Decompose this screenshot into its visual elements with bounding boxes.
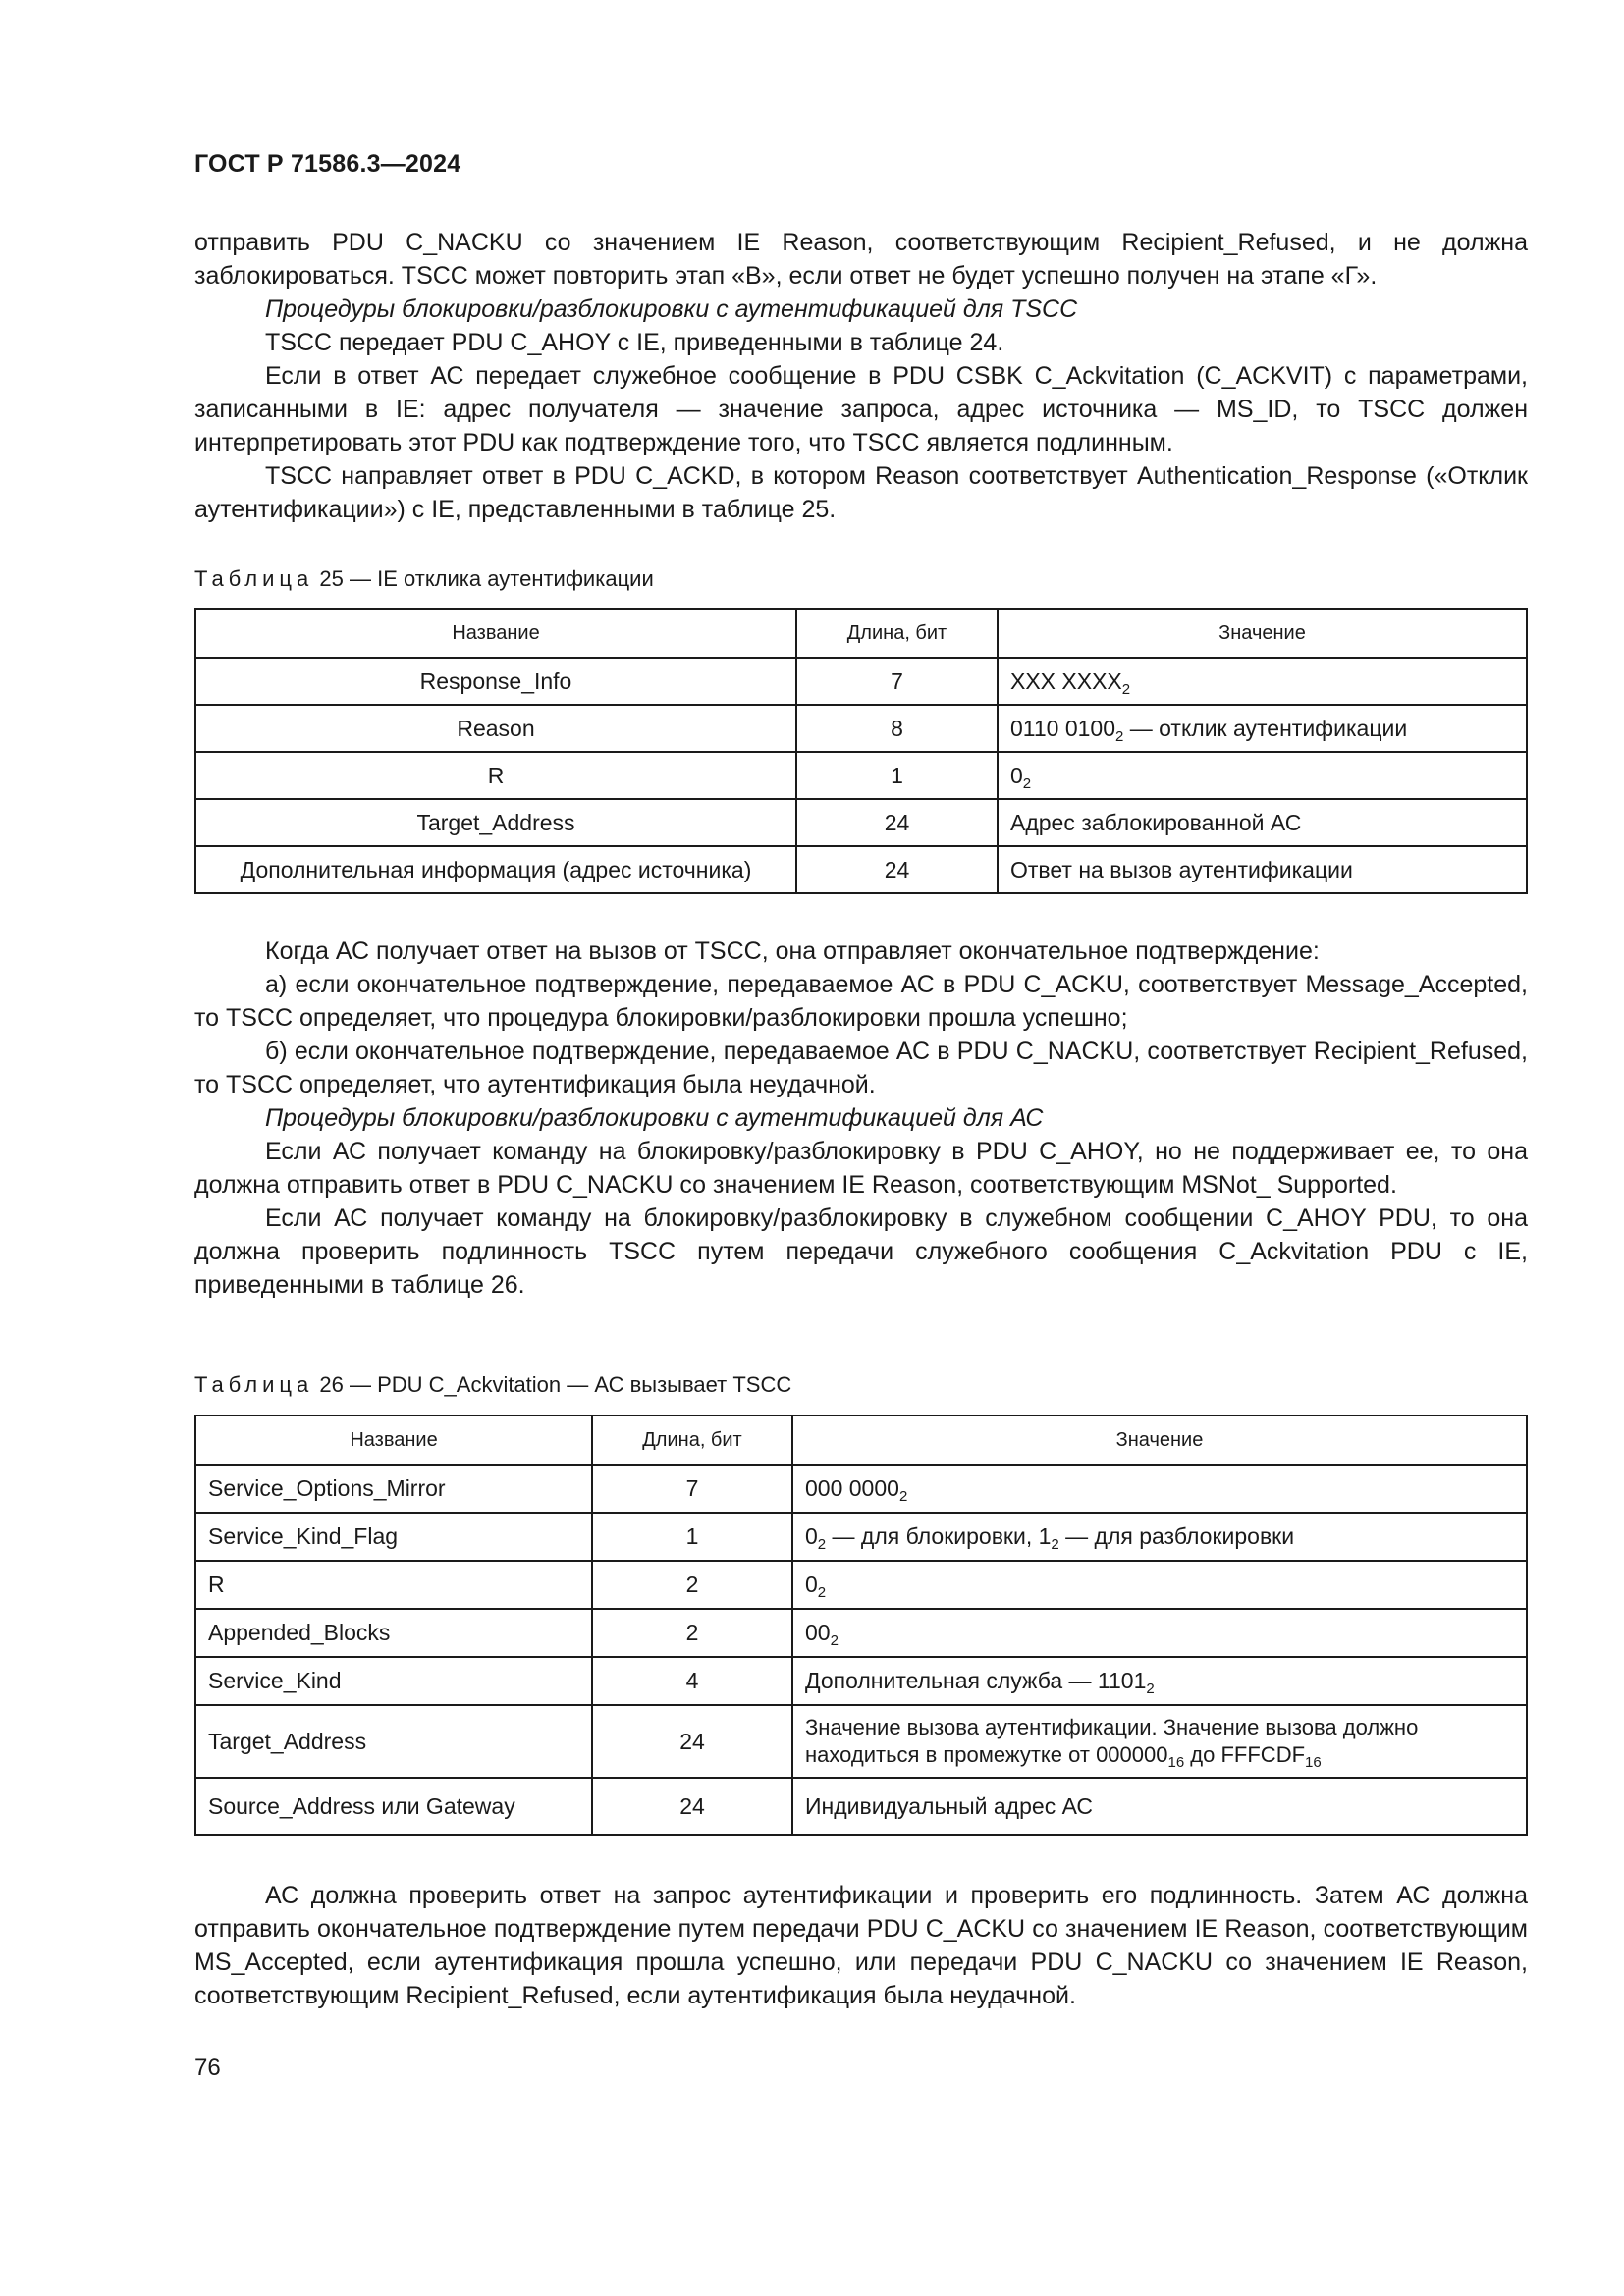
cell-value	[998, 705, 1527, 752]
value-text: 0	[1010, 762, 1023, 788]
table-26-caption	[194, 1372, 791, 1398]
table-row	[195, 1561, 1527, 1609]
value-subscript: 16	[1167, 1754, 1185, 1771]
cell-name: Reason	[195, 705, 796, 752]
value-subscript: 2	[830, 1632, 839, 1649]
cell-value	[792, 1609, 1527, 1657]
paragraph: TSCC передает PDU C_AHOY с IE, приведенными в таблице 24.	[265, 329, 1004, 356]
cell-value: Индивидуальный адрес АС	[792, 1778, 1527, 1835]
value-text: Значение вызова аутентификации. Значение вызова должно находиться в промежутке от 000000	[805, 1715, 1419, 1767]
table-header-row	[195, 609, 1527, 658]
value-subscript: 2	[817, 1584, 827, 1601]
value-text: — для разблокировки	[1058, 1523, 1295, 1549]
paragraph: Если АС получает команду на блокировку/разблокировку в служебном сообщении C_AHOY PDU, то она должна проверить подлинность TSCC путем передачи служебного сообщения C_Ackvitation PDU с IE, приведенными в таблице 26.	[194, 1204, 1528, 1299]
text-block-3	[194, 1879, 1528, 2012]
value-subscript: 2	[898, 1488, 908, 1505]
value-text: XXX XXXX	[1010, 667, 1122, 694]
value-subscript: 2	[1121, 680, 1131, 698]
column-header: Значение	[792, 1415, 1527, 1465]
caption-word: Таблица	[194, 566, 314, 591]
column-header: Название	[195, 609, 796, 658]
value-text: Дополнительная служба — 1101	[805, 1668, 1147, 1693]
cell-name: R	[195, 752, 796, 799]
cell-name: Target_Address	[195, 1705, 592, 1778]
cell-bits: 24	[796, 799, 998, 846]
cell-name: R	[195, 1561, 592, 1609]
column-header: Название	[195, 1415, 592, 1465]
subsection-heading: Процедуры блокировки/разблокировки с аутентификацией для TSCC	[265, 295, 1078, 323]
value-subscript: 2	[1022, 774, 1032, 792]
cell-value	[792, 1513, 1527, 1561]
cell-value	[792, 1465, 1527, 1513]
table-row	[195, 658, 1527, 705]
column-header: Длина, бит	[796, 609, 998, 658]
value-text: 0	[805, 1572, 818, 1597]
value-text: — для блокировки, 1	[826, 1523, 1052, 1549]
value-text: 0	[805, 1523, 818, 1549]
cell-bits: 1	[592, 1513, 792, 1561]
cell-name: Source_Address или Gateway	[195, 1778, 592, 1835]
value-text: 00	[805, 1620, 831, 1645]
cell-value	[998, 752, 1527, 799]
list-item: а) если окончательное подтверждение, передаваемое АС в PDU C_ACKU, соответствует Message_Accepted, то TSCC определяет, что процедура блокировки/разблокировки прошла успешно;	[194, 971, 1528, 1032]
paragraph: TSCC направляет ответ в PDU C_ACKD, в котором Reason соответствует Authentication_Response («Отклик аутентификации») с IE, представленными в таблице 25.	[194, 462, 1528, 523]
caption-word: Таблица	[194, 1372, 314, 1397]
cell-value: Ответ на вызов аутентификации	[998, 846, 1527, 893]
text-block-1	[194, 226, 1528, 526]
table-header-row	[195, 1415, 1527, 1465]
cell-bits: 2	[592, 1609, 792, 1657]
cell-bits: 24	[592, 1778, 792, 1835]
paragraph: Если АС получает команду на блокировку/разблокировку в PDU C_AHOY, но не поддерживает ее, то она должна отправить ответ в PDU C_NACKU со значением IE Reason, соответствующим MSNot_ Supported.	[194, 1138, 1528, 1199]
list-item: б) если окончательное подтверждение, передаваемое АС в PDU C_NACKU, соответствует Recipient_Refused, то TSCC определяет, что аутентификация была неудачной.	[194, 1038, 1528, 1098]
table-row	[195, 1465, 1527, 1513]
paragraph: отправить PDU C_NACKU со значением IE Reason, соответствующим Recipient_Refused, и не должна заблокироваться. TSCC может повторить этап «В», если ответ не будет успешно получен на этапе «Г».	[194, 229, 1528, 290]
cell-bits: 7	[796, 658, 998, 705]
cell-value	[792, 1561, 1527, 1609]
value-text: — отклик аутентификации	[1123, 715, 1408, 741]
value-subscript: 2	[1115, 727, 1124, 745]
paragraph: АС должна проверить ответ на запрос аутентификации и проверить его подлинность. Затем АС должна отправить окончательное подтверждение путем передачи PDU C_ACKU со значением IE Reason, соответствующим MS_Accepted, если аутентификация прошла успешно, или передачи PDU C_NACKU со значением IE Reason, соответствующим Recipient_Refused, если аутентификация была неудачной.	[194, 1882, 1528, 2009]
cell-bits: 1	[796, 752, 998, 799]
cell-bits: 2	[592, 1561, 792, 1609]
cell-name: Service_Kind	[195, 1657, 592, 1705]
value-subscript: 2	[817, 1536, 827, 1553]
table-row	[195, 705, 1527, 752]
table-row	[195, 1609, 1527, 1657]
cell-name: Target_Address	[195, 799, 796, 846]
table-25-caption	[194, 566, 654, 592]
paragraph: Если в ответ АС передает служебное сообщение в PDU CSBK C_Ackvitation (C_ACKVIT) с параметрами, записанными в IE: адрес получателя — значение запроса, адрес источника — MS_ID, то TSCC должен интерпретировать этот PDU как подтверждение того, что TSCC является подлинным.	[194, 362, 1528, 456]
cell-value: Адрес заблокированной АС	[998, 799, 1527, 846]
table-26	[194, 1415, 1528, 1836]
value-text: до FFFCDF	[1184, 1742, 1306, 1767]
cell-name: Response_Info	[195, 658, 796, 705]
cell-bits: 8	[796, 705, 998, 752]
caption-text: 26 — PDU C_Ackvitation — АС вызывает TSCC	[319, 1372, 792, 1397]
value-subscript: 2	[1051, 1536, 1059, 1553]
cell-name: Appended_Blocks	[195, 1609, 592, 1657]
table-row	[195, 846, 1527, 893]
table-row	[195, 799, 1527, 846]
cell-bits: 24	[592, 1705, 792, 1778]
value-text: 0110 0100	[1010, 715, 1116, 741]
page-number: 76	[194, 2055, 221, 2081]
paragraph: Когда АС получает ответ на вызов от TSCC, она отправляет окончательное подтверждение:	[265, 937, 1320, 965]
cell-value	[792, 1705, 1527, 1778]
table-row	[195, 1513, 1527, 1561]
cell-bits: 4	[592, 1657, 792, 1705]
text-block-2	[194, 934, 1528, 1302]
column-header: Значение	[998, 609, 1527, 658]
table-row	[195, 1657, 1527, 1705]
cell-bits: 7	[592, 1465, 792, 1513]
table-row	[195, 1705, 1527, 1778]
cell-value	[998, 658, 1527, 705]
cell-name: Дополнительная информация (адрес источника)	[195, 846, 796, 893]
caption-text: 25 — IE отклика аутентификации	[319, 566, 654, 591]
cell-name: Service_Options_Mirror	[195, 1465, 592, 1513]
cell-name: Service_Kind_Flag	[195, 1513, 592, 1561]
column-header: Длина, бит	[592, 1415, 792, 1465]
value-text: 000 0000	[805, 1475, 899, 1501]
cell-bits: 24	[796, 846, 998, 893]
table-row	[195, 752, 1527, 799]
table-25	[194, 608, 1528, 894]
value-subscript: 2	[1146, 1681, 1155, 1697]
subsection-heading: Процедуры блокировки/разблокировки с аутентификацией для АС	[265, 1104, 1044, 1132]
table-row	[195, 1778, 1527, 1835]
cell-value	[792, 1657, 1527, 1705]
standard-header: ГОСТ Р 71586.3—2024	[194, 150, 461, 178]
value-subscript: 16	[1305, 1754, 1322, 1771]
